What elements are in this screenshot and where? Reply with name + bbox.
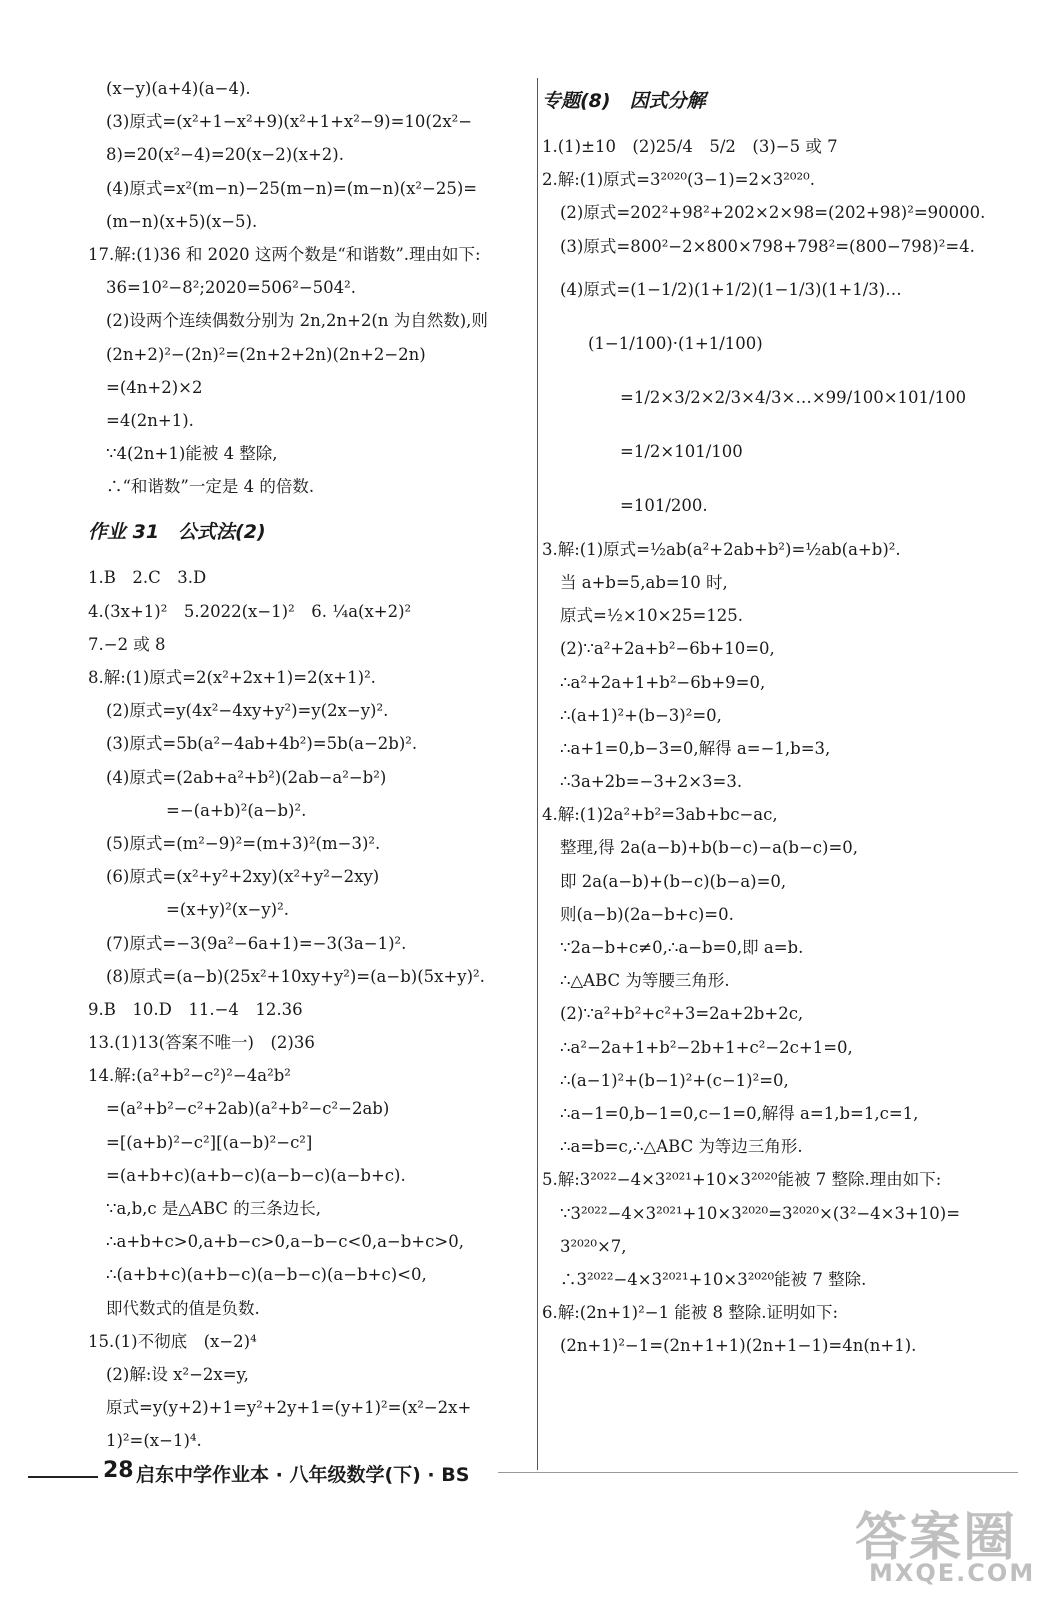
answer-line: (2)设两个连续偶数分别为 2n,2n+2(n 为自然数),则	[106, 311, 488, 331]
answer-line: =(a+b+c)(a+b−c)(a−b−c)(a−b+c).	[106, 1165, 406, 1185]
answer-line: 原式=½×10×25=125.	[560, 606, 744, 626]
answer-line: =101/200.	[620, 495, 708, 515]
answer-line: =−(a+b)²(a−b)².	[166, 800, 307, 820]
answer-line: ∴a=b=c,∴△ABC 为等边三角形.	[560, 1137, 803, 1157]
answer-line: ∵2a−b+c≠0,∴a−b=0,即 a=b.	[560, 938, 804, 957]
answer-line: 2.解:(1)原式=3²⁰²⁰(3−1)=2×3²⁰²⁰.	[542, 170, 815, 190]
answer-line: =(4n+2)×2	[106, 377, 203, 397]
answer-line: 6.解:(2n+1)²−1 能被 8 整除.证明如下:	[542, 1303, 839, 1323]
answer-line: (2n+1)²−1=(2n+1+1)(2n+1−1)=4n(n+1).	[560, 1336, 917, 1356]
answer-line: ∴“和谐数”一定是 4 的倍数.	[106, 477, 315, 497]
section-heading: 专题(8) 因式分解	[542, 90, 706, 112]
answer-line: 36=10²−8²;2020=506²−504².	[106, 278, 357, 298]
answer-line: (x−y)(a+4)(a−4).	[106, 79, 251, 98]
answer-line: (4)原式=x²(m−n)−25(m−n)=(m−n)(x²−25)=	[106, 178, 478, 198]
answer-line: ∴(a+1)²+(b−3)²=0,	[560, 705, 722, 725]
answer-line: ∴(a−1)²+(b−1)²+(c−1)²=0,	[560, 1070, 789, 1090]
answer-line: (5)原式=(m²−9)²=(m+3)²(m−3)².	[106, 833, 381, 853]
answer-line: 当 a+b=5,ab=10 时,	[560, 572, 728, 592]
answer-line: 原式=y(y+2)+1=y²+2y+1=(y+1)²=(x²−2x+	[106, 1398, 472, 1418]
answer-line: 4.(3x+1)² 5.2022(x−1)² 6. ¼a(x+2)²	[88, 601, 412, 621]
answer-line: 5.解:3²⁰²²−4×3²⁰²¹+10×3²⁰²⁰能被 7 整除.理由如下:	[542, 1170, 942, 1190]
answer-line: (2)原式=y(4x²−4xy+y²)=y(2x−y)².	[106, 701, 389, 721]
answer-line: 1.B 2.C 3.D	[88, 568, 207, 588]
answer-line: ∴a²+2a+1+b²−6b+9=0,	[560, 672, 766, 692]
answer-line: (3)原式=800²−2×800×798+798²=(800−798)²=4.	[560, 236, 975, 256]
answer-line: ∵4(2n+1)能被 4 整除,	[106, 444, 278, 464]
watermark-logo	[845, 1495, 1035, 1595]
answer-line: =(a²+b²−c²+2ab)(a²+b²−c²−2ab)	[106, 1099, 390, 1119]
answer-line: 15.(1)不彻底 (x−2)⁴	[88, 1331, 257, 1351]
page-footer	[28, 1458, 1018, 1488]
answer-line: (2n+2)²−(2n)²=(2n+2+2n)(2n+2−2n)	[106, 344, 426, 364]
answer-line: ∴a+1=0,b−3=0,解得 a=−1,b=3,	[560, 738, 831, 758]
answer-line: (2)∵a²+2a+b²−6b+10=0,	[560, 639, 775, 659]
answer-line: =1/2×101/100	[620, 441, 743, 461]
answer-line: (m−n)(x+5)(x−5).	[106, 211, 258, 231]
answer-line: ∵a,b,c 是△ABC 的三条边长,	[106, 1199, 322, 1218]
answer-line: (7)原式=−3(9a²−6a+1)=−3(3a−1)².	[106, 933, 407, 953]
page-number: 28	[103, 1458, 134, 1483]
answer-line: 则(a−b)(2a−b+c)=0.	[560, 904, 734, 924]
answer-line: ∵3²⁰²²−4×3²⁰²¹+10×3²⁰²⁰=3²⁰²⁰×(3²−4×3+10)=	[560, 1203, 961, 1223]
watermark-url: MXQE.COM	[869, 1559, 1036, 1587]
answer-line: (4)原式=(2ab+a²+b²)(2ab−a²−b²)	[106, 767, 387, 787]
answer-line: ∴(a+b+c)(a+b−c)(a−b−c)(a−b+c)<0,	[106, 1265, 427, 1285]
section-heading: 作业 31 公式法(2)	[88, 521, 266, 544]
footer-rule	[28, 1476, 98, 1478]
answer-line: 7.−2 或 8	[88, 634, 166, 654]
answer-line: =[(a+b)²−c²][(a−b)²−c²]	[106, 1132, 313, 1152]
answer-line: 4.解:(1)2a²+b²=3ab+bc−ac,	[542, 805, 778, 825]
answer-line: (3)原式=(x²+1−x²+9)(x²+1+x²−9)=10(2x²−	[106, 112, 473, 132]
answer-line: 8.解:(1)原式=2(x²+2x+1)=2(x+1)².	[88, 668, 376, 687]
answer-line: 3.解:(1)原式=½ab(a²+2ab+b²)=½ab(a+b)².	[542, 539, 901, 559]
answer-line: (3)原式=5b(a²−4ab+4b²)=5b(a−2b)².	[106, 734, 418, 754]
answer-line: =4(2n+1).	[106, 410, 194, 430]
answer-line: ∴3a+2b=−3+2×3=3.	[560, 772, 743, 792]
answer-line: 14.解:(a²+b²−c²)²−4a²b²	[88, 1066, 291, 1086]
answer-line: 即代数式的值是负数.	[106, 1298, 260, 1318]
answer-line: 3²⁰²⁰×7,	[560, 1236, 627, 1256]
footer-rule-right	[498, 1472, 1018, 1473]
answer-line: (2)∵a²+b²+c²+3=2a+2b+2c,	[560, 1004, 804, 1024]
answer-line: =1/2×3/2×2/3×4/3×…×99/100×101/100	[620, 387, 967, 407]
answer-line: (4)原式=(1−1/2)(1+1/2)(1−1/3)(1+1/3)…	[560, 279, 902, 299]
answer-line: =(x+y)²(x−y)².	[166, 900, 289, 920]
answer-line: (2)原式=202²+98²+202×2×98=(202+98)²=90000.	[560, 203, 986, 223]
watermark-text: 答案圈	[855, 1508, 1018, 1568]
answer-line: 整理,得 2a(a−b)+b(b−c)−a(b−c)=0,	[560, 838, 859, 858]
answer-line: 13.(1)13(答案不唯一) (2)36	[88, 1033, 315, 1053]
answer-line: 9.B 10.D 11.−4 12.36	[88, 999, 303, 1019]
answer-line: 8)=20(x²−4)=20(x−2)(x+2).	[106, 145, 344, 165]
answer-line: (8)原式=(a−b)(25x²+10xy+y²)=(a−b)(5x+y)².	[106, 966, 485, 986]
book-title: 启东中学作业本 · 八年级数学(下) · BS	[136, 1464, 470, 1486]
answer-line: ∴a−1=0,b−1=0,c−1=0,解得 a=1,b=1,c=1,	[560, 1103, 919, 1123]
answer-line: ∴a+b+c>0,a+b−c>0,a−b−c<0,a−b+c>0,	[106, 1232, 464, 1252]
answer-line: 17.解:(1)36 和 2020 这两个数是“和谐数”.理由如下:	[88, 244, 481, 264]
answer-line: (2)解:设 x²−2x=y,	[106, 1364, 249, 1384]
answer-line: (6)原式=(x²+y²+2xy)(x²+y²−2xy)	[106, 867, 380, 887]
column-divider	[537, 78, 538, 1470]
right-column	[542, 72, 1012, 1362]
answer-line: ∴△ABC 为等腰三角形.	[560, 971, 730, 991]
answer-line: ∴3²⁰²²−4×3²⁰²¹+10×3²⁰²⁰能被 7 整除.	[560, 1269, 867, 1289]
answer-line: 即 2a(a−b)+(b−c)(b−a)=0,	[560, 871, 787, 891]
answer-line: ∴a²−2a+1+b²−2b+1+c²−2c+1=0,	[560, 1037, 853, 1057]
answer-line: 1.(1)±10 (2)25/4 5/2 (3)−5 或 7	[542, 137, 838, 156]
left-column	[88, 72, 528, 1458]
answer-line: 1)²=(x−1)⁴.	[106, 1431, 202, 1451]
answer-line: (1−1/100)·(1+1/100)	[588, 333, 763, 353]
